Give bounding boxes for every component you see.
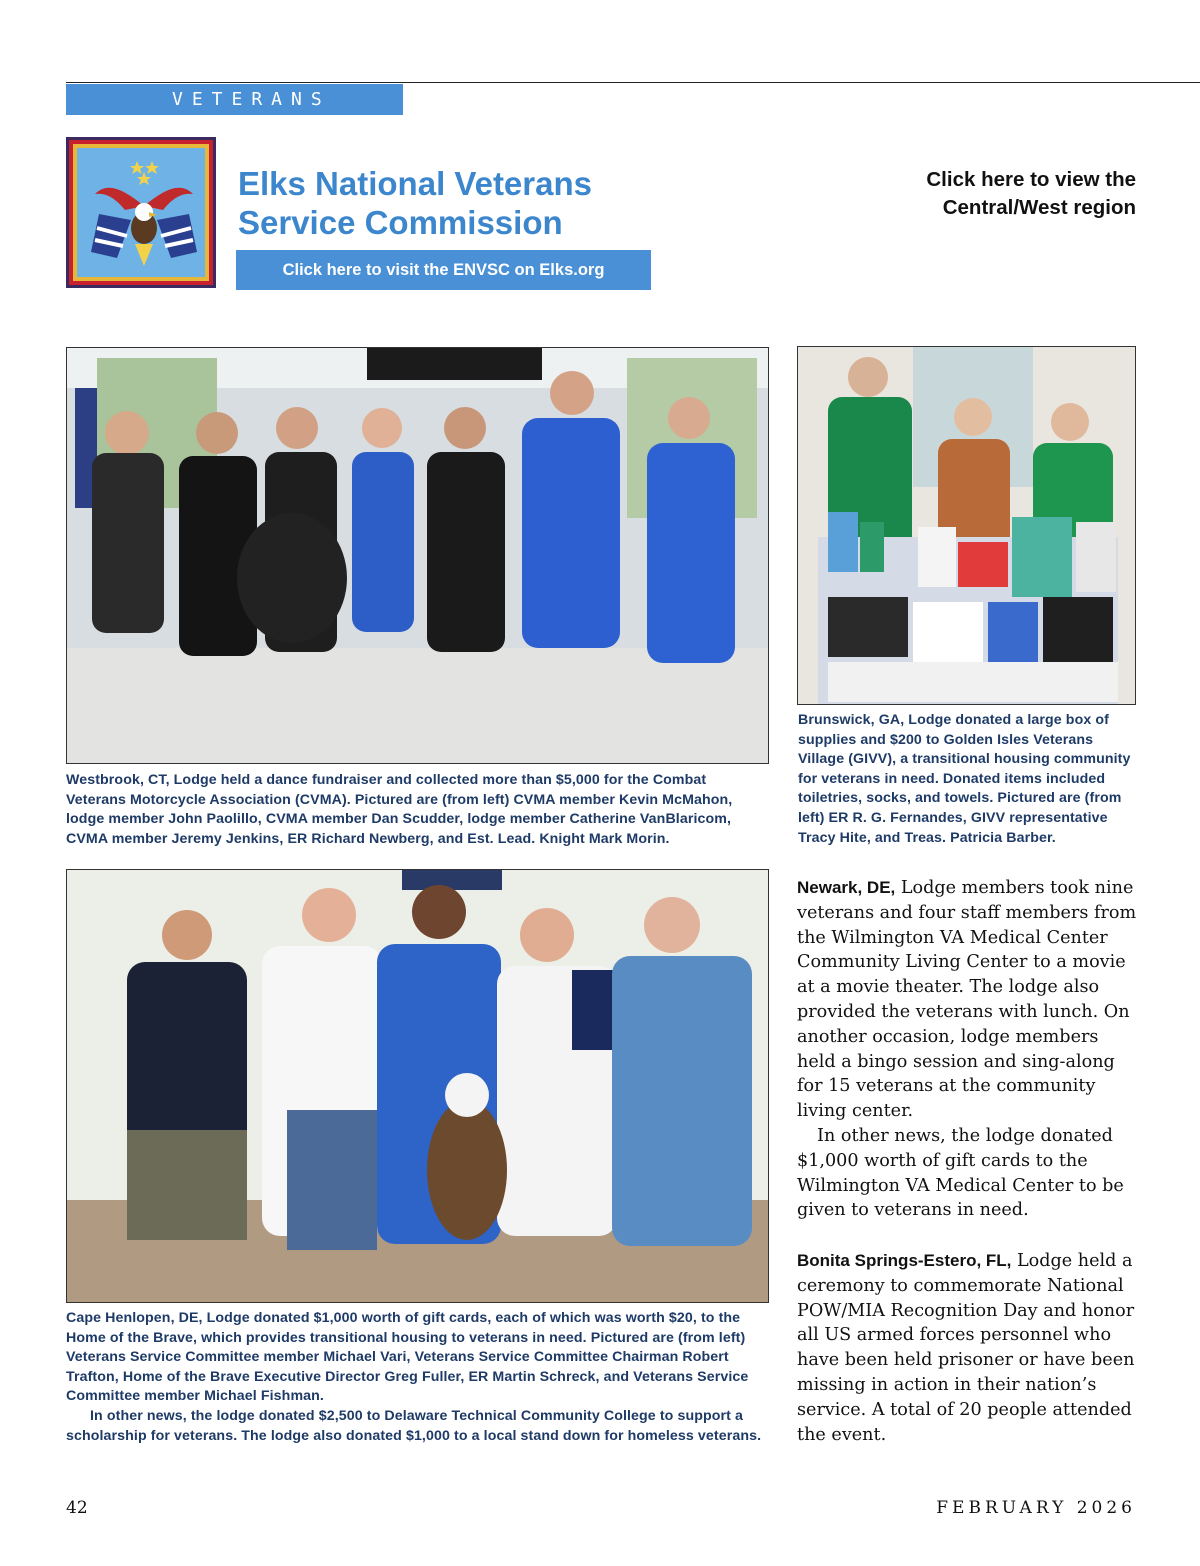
- envsc-logo[interactable]: [66, 137, 216, 288]
- brunswick-caption-text: Lodge donated a large box of supplies and $200 to Golden Isles Veterans Village (GIVV), a transitional housing community for veterans in need. Donated items included toiletries, socks, and towels. Pictured are (from left) ER R. G. Fernandes, GIVV representative Tracy Hite, and Treas. Patricia Barber.: [798, 712, 1131, 846]
- donation-photo-image: [798, 347, 1135, 704]
- westbrook-caption-text: Lodge held a dance fundraiser and collected more than $5,000 for the Combat Veterans Motorcycle Association (CVMA). Pictured are (from left) CVMA member Kevin McMahon, lodge member John Paolillo, CVMA member Dan Scudder, lodge member Catherine VanBlaricom, CVMA member Jeremy Jenkins, ER Richard Newberg, and Est. Lead. Knight Mark Morin.: [66, 772, 733, 847]
- westbrook-caption-lead: Westbrook, CT,: [66, 772, 170, 788]
- central-west-region-link[interactable]: [860, 166, 1136, 222]
- brunswick-caption-lead: Brunswick, GA,: [798, 712, 905, 728]
- eagle-emblem-icon: [77, 148, 205, 277]
- envsc-title-line2: Service Commission: [238, 204, 563, 241]
- bonita-lead: Bonita Springs-Estero, FL,: [797, 1251, 1012, 1270]
- region-link-line2: Central/West region: [942, 196, 1136, 219]
- group-photo-image: [67, 348, 768, 763]
- brunswick-caption: [798, 711, 1138, 848]
- cape-henlopen-caption-more: In other news, the lodge donated $2,500 to Delaware Technical Community College to support a scholarship for veterans. The lodge also donated $1,000 to a local stand down for homeless veterans.: [66, 1407, 762, 1444]
- cape-henlopen-caption-lead: Cape Henlopen, DE,: [66, 1310, 203, 1326]
- westbrook-caption: [66, 771, 768, 849]
- cape-henlopen-caption: [66, 1309, 771, 1446]
- cape-henlopen-caption-text: Lodge donated $1,000 worth of gift cards, each of which was worth $20, to the Home of the Brave, which provides transitional housing to veterans in need. Pictured are (from left) Veterans Service Committee member Michael Vari, Veterans Service Committee Chairman Robert Trafton, Home of the Brave Executive Director Greg Fuller, ER Martin Schreck, and Veterans Service Committee member Michael Fishman.: [66, 1310, 749, 1405]
- newark-paragraph-1: Lodge members took nine veterans and four staff members from the Wilmington VA Medical Center Community Living Center to a movie at a movie theater. The lodge also provided the veterans with lunch. On another occasion, lodge members held a bingo session and sing-along for 15 veterans at the community living center.: [797, 878, 1137, 1122]
- group-photo-image: [67, 870, 768, 1302]
- brunswick-photo: [797, 346, 1136, 705]
- envsc-title: [238, 164, 678, 242]
- cape-henlopen-caption-main: [66, 1309, 771, 1407]
- bonita-article: [797, 1249, 1139, 1447]
- newark-lead: Newark, DE,: [797, 878, 896, 897]
- newark-paragraph-2: In other news, the lodge donated $1,000 worth of gift cards to the Wilmington VA Medical Center to be given to veterans in need.: [797, 1125, 1124, 1221]
- region-link-line1: Click here to view the: [926, 168, 1136, 191]
- cape-henlopen-photo: [66, 869, 769, 1303]
- issue-date: FEBRUARY 2026: [936, 1498, 1136, 1518]
- westbrook-photo: [66, 347, 769, 764]
- newark-article: [797, 876, 1139, 1223]
- section-label: VETERANS: [66, 84, 403, 115]
- bonita-paragraph-1: Lodge held a ceremony to commemorate National POW/MIA Recognition Day and honor all US armed forces personnel who have been held prisoner or have been missing in action in their nation’s service. A total of 20 people attended the event.: [797, 1251, 1135, 1445]
- page-number: 42: [66, 1498, 88, 1518]
- envsc-title-line1: Elks National Veterans: [238, 165, 592, 202]
- top-rule: [66, 82, 1200, 83]
- visit-envsc-button[interactable]: Click here to visit the ENVSC on Elks.org: [236, 250, 651, 290]
